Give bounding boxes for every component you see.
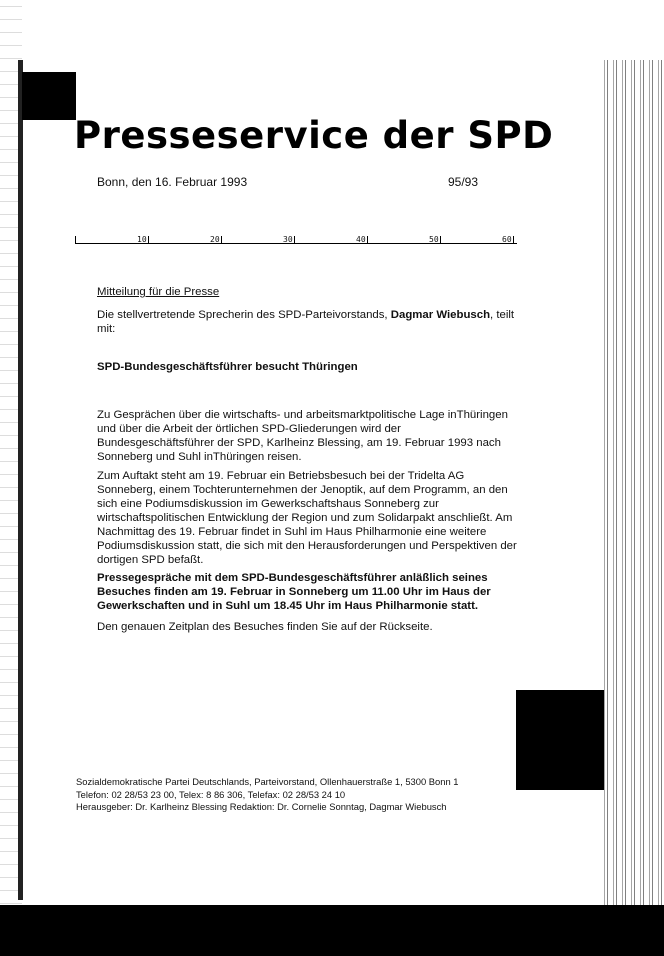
paragraph-1: Zu Gesprächen über die wirtschafts- und arbeitsmarktpolitische Lage inThüringen und über die Arbeit der örtlichen SPD-Gliederungen wird der Bundesgeschäftsführer der SPD, Karlheinz Blessing, am 19. Februar 1993 nach Sonneberg und Suhl inThüringen reisen.: [97, 409, 508, 463]
spokesperson-name: Dagmar Wiebusch: [390, 309, 491, 321]
scan-left-bar: [18, 60, 23, 900]
footer-publisher: Herausgeber: Dr. Karlheinz Blessing Redaktion: Dr. Cornelie Sonntag, Dagmar Wiebusch: [76, 801, 447, 812]
intro-text-after: , teilt mit:: [97, 309, 515, 335]
ruler: [75, 235, 517, 244]
press-subheading: Mitteilung für die Presse: [97, 286, 220, 298]
paragraph-3-press-meetings: Pressegespräche mit dem SPD-Bundesgeschäftsführer anläßlich seines Besuches finden am 19. Februar in Sonneberg um 11.00 Uhr im Haus der Gewerkschaften und in Suhl um 18.45 Uhr im Haus Philharmonie statt.: [97, 572, 491, 612]
ruler-mark: 30: [283, 235, 293, 244]
ruler-mark: 60: [502, 235, 512, 244]
paragraph-2: Zum Auftakt steht am 19. Februar ein Betriebsbesuch bei der Tridelta AG Sonneberg, einem Tochterunternehmen der Jenoptik, auf dem Programm, an den sich eine Podiumsdiskussion im Gewerkschaftshaus Sonneberg zur wirtschaftspolitischen Entwicklung der Region und zum Solidarpakt anschließt. Am Nachmittag des 19. Februar findet in Suhl im Haus Philharmonie eine weitere Podiumsdiskussion statt, die sich mit den Herausforderungen und Perspektiven der dortigen SPD befaßt.: [97, 470, 517, 566]
document-number: 95/93: [448, 175, 479, 189]
ruler-tick: [148, 236, 149, 243]
ruler-tick: [294, 236, 295, 243]
intro-text-before: Die stellvertretende Sprecherin des SPD-Parteivorstands,: [97, 309, 391, 321]
paragraph-4: Den genauen Zeitplan des Besuches finden Sie auf der Rückseite.: [97, 621, 433, 633]
ruler-tick: [367, 236, 368, 243]
ruler-tick: [513, 236, 514, 243]
ruler-mark: 50: [429, 235, 439, 244]
intro-paragraph: [97, 308, 517, 336]
date-line: Bonn, den 16. Februar 1993: [97, 175, 248, 189]
scan-right-block: [516, 690, 604, 790]
footer-address: Sozialdemokratische Partei Deutschlands, Parteivorstand, Ollenhauerstraße 1, 5300 Bonn 1: [76, 776, 459, 787]
release-title: SPD-Bundesgeschäftsführer besucht Thüringen: [97, 361, 358, 373]
ruler-mark: 40: [356, 235, 366, 244]
scan-corner-block: [22, 72, 76, 120]
footer: [76, 776, 496, 814]
masthead-title: Presseservice der SPD: [74, 114, 554, 157]
scan-top-margin: [0, 0, 664, 70]
ruler-tick: [75, 236, 76, 243]
scan-right-edge: [602, 60, 664, 905]
ruler-tick: [440, 236, 441, 243]
ruler-tick: [221, 236, 222, 243]
ruler-mark: 10: [137, 235, 147, 244]
footer-contact: Telefon: 02 28/53 23 00, Telex: 8 86 306, Telefax: 02 28/53 24 10: [76, 788, 346, 800]
ruler-mark: 20: [210, 235, 220, 244]
scan-bottom-band: [0, 905, 664, 956]
